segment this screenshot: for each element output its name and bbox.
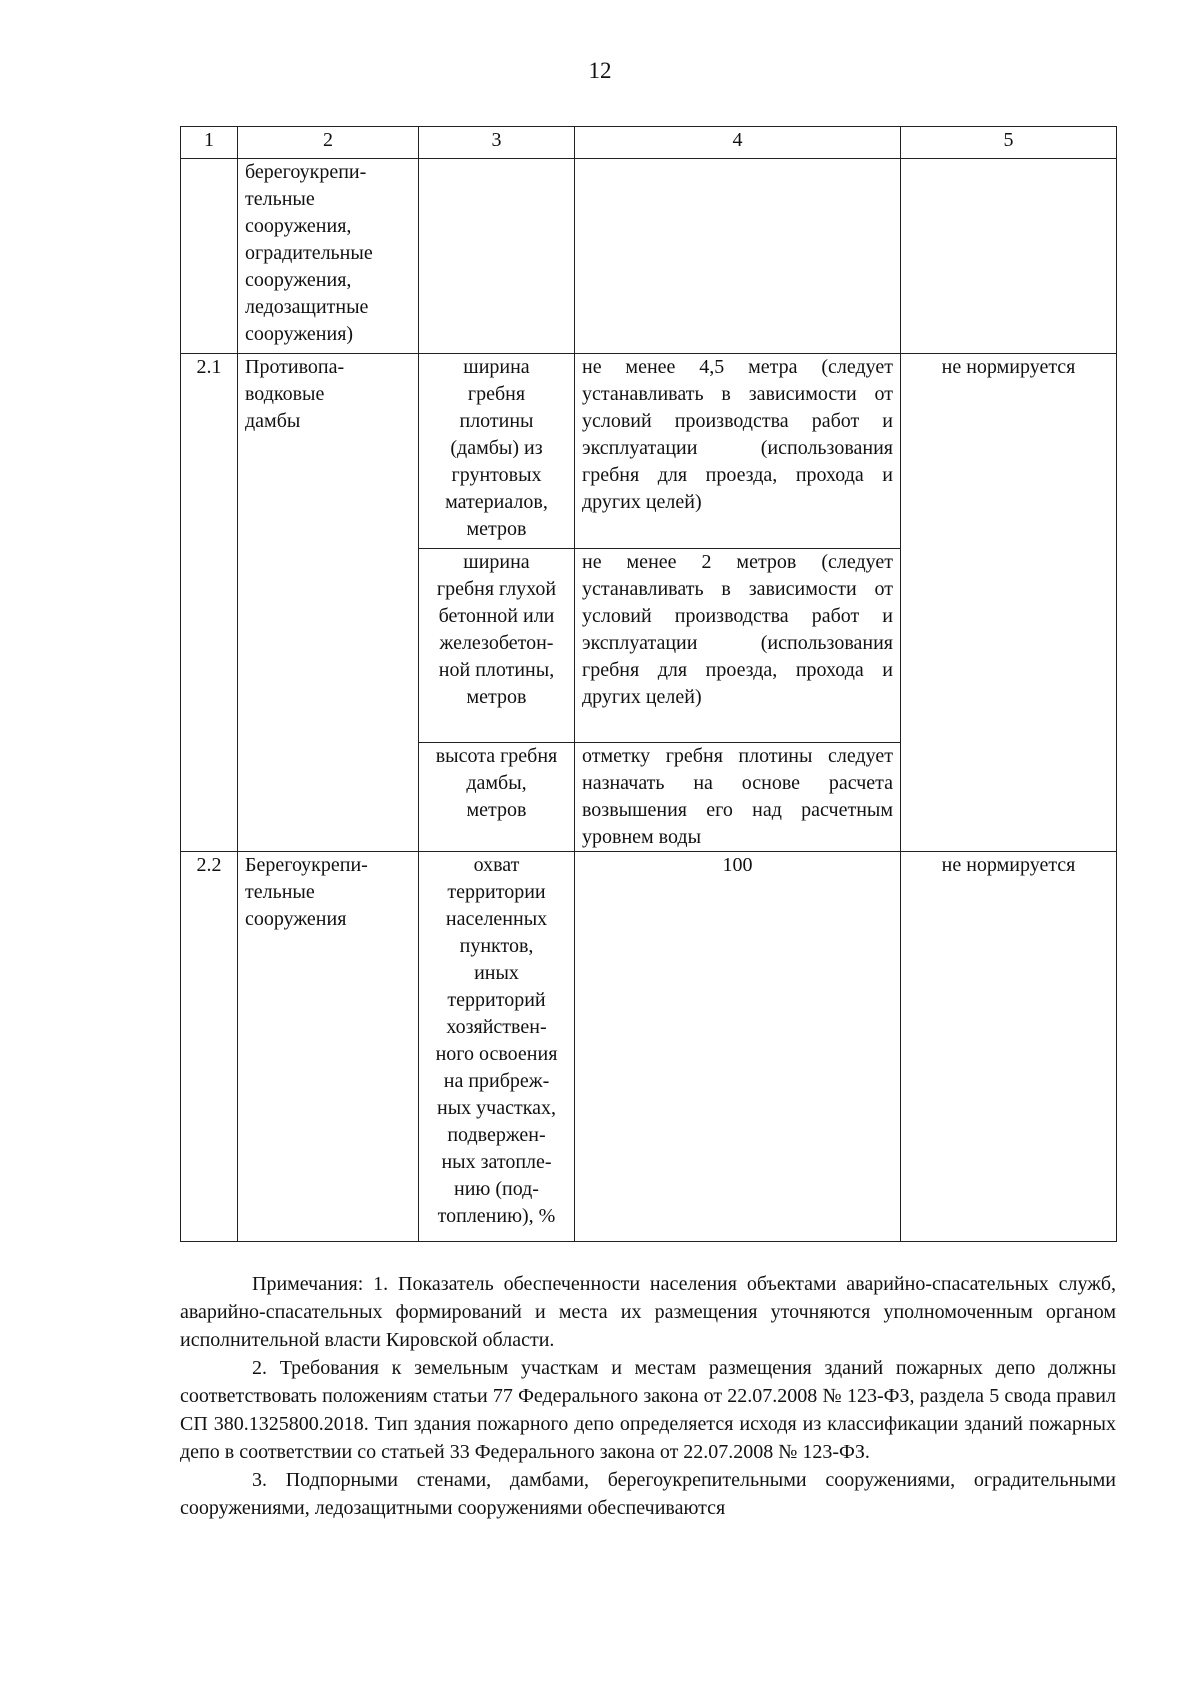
cont-cell-indicator bbox=[419, 159, 575, 354]
table-header-row bbox=[181, 127, 1117, 159]
header-cell-5: 5 bbox=[901, 127, 1117, 159]
indicator-crest-width-concrete: ширина гребня глухой бетонной или железобетон- ной плотины, метров bbox=[419, 549, 575, 743]
value-territory-coverage: 100 bbox=[575, 852, 901, 1242]
row-number-2-2: 2.2 bbox=[181, 852, 238, 1242]
table-row-2-2 bbox=[181, 852, 1117, 1242]
note-3: 3. Подпорными стенами, дамбами, берегоукрепительными сооружениями, оградительными сооружениями, ледозащитными сооружениями обеспечиваются bbox=[180, 1469, 1116, 1519]
indicator-crest-width-soil: ширина гребня плотины (дамбы) из грунтовых материалов, метров bbox=[419, 354, 575, 549]
note-1: Примечания: 1. Показатель обеспеченности населения объектами аварийно-спасательных служб, аварийно-спасательных формирований и места их размещения уточняются уполномоченным органом исполнительной власти Кировской области. bbox=[180, 1273, 1116, 1351]
table-row-continuation bbox=[181, 159, 1117, 354]
object-name-bank-protection: Берегоукрепи- тельные сооружения bbox=[238, 852, 419, 1242]
cont-cell-norm bbox=[901, 159, 1117, 354]
header-cell-3: 3 bbox=[419, 127, 575, 159]
row-number-2-1: 2.1 bbox=[181, 354, 238, 852]
value-crest-height: отметку гребня плотины следует назначать на основе расчета возвышения его над расчетным уровнем воды bbox=[575, 743, 901, 852]
header-cell-2: 2 bbox=[238, 127, 419, 159]
cont-cell-name: берегоукрепи- тельные сооружения, оградительные сооружения, ледозащитные сооружения) bbox=[238, 159, 419, 354]
header-cell-1: 1 bbox=[181, 127, 238, 159]
header-cell-4: 4 bbox=[575, 127, 901, 159]
cont-cell-num bbox=[181, 159, 238, 354]
notes-section bbox=[180, 1270, 1116, 1522]
value-crest-width-concrete: не менее 2 метров (следует устанавливать в зависимости от условий производства работ и эксплуатации (использования гребня для проезда, прохода и других целей) bbox=[575, 549, 901, 743]
cont-cell-value bbox=[575, 159, 901, 354]
indicator-territory-coverage: охват территории населенных пунктов, иных территорий хозяйствен- ного освоения на прибреж- ных участках, подвержен- ных затопле- нию (под- топлению), % bbox=[419, 852, 575, 1242]
note-2: 2. Требования к земельным участкам и местам размещения зданий пожарных депо должны соответствовать положениям статьи 77 Федерального закона от 22.07.2008 № 123-ФЗ, раздела 5 свода правил СП 380.1325800.2018. Тип здания пожарного депо определяется исходя из классификации зданий пожарных депо в соответствии со статьей 33 Федерального закона от 22.07.2008 № 123-ФЗ. bbox=[180, 1357, 1116, 1463]
value-crest-width-soil: не менее 4,5 метра (следует устанавливать в зависимости от условий производства работ и эксплуатации (использования гребня для проезда, прохода и других целей) bbox=[575, 354, 901, 549]
table-row-2-1-a bbox=[181, 354, 1117, 549]
page-number: 12 bbox=[588, 58, 612, 83]
norm-dams: не нормируется bbox=[901, 354, 1117, 852]
norm-bank-protection: не нормируется bbox=[901, 852, 1117, 1242]
indicator-crest-height: высота гребня дамбы, метров bbox=[419, 743, 575, 852]
norms-table bbox=[180, 126, 1117, 1242]
object-name-dams: Противопа- водковые дамбы bbox=[238, 354, 419, 852]
